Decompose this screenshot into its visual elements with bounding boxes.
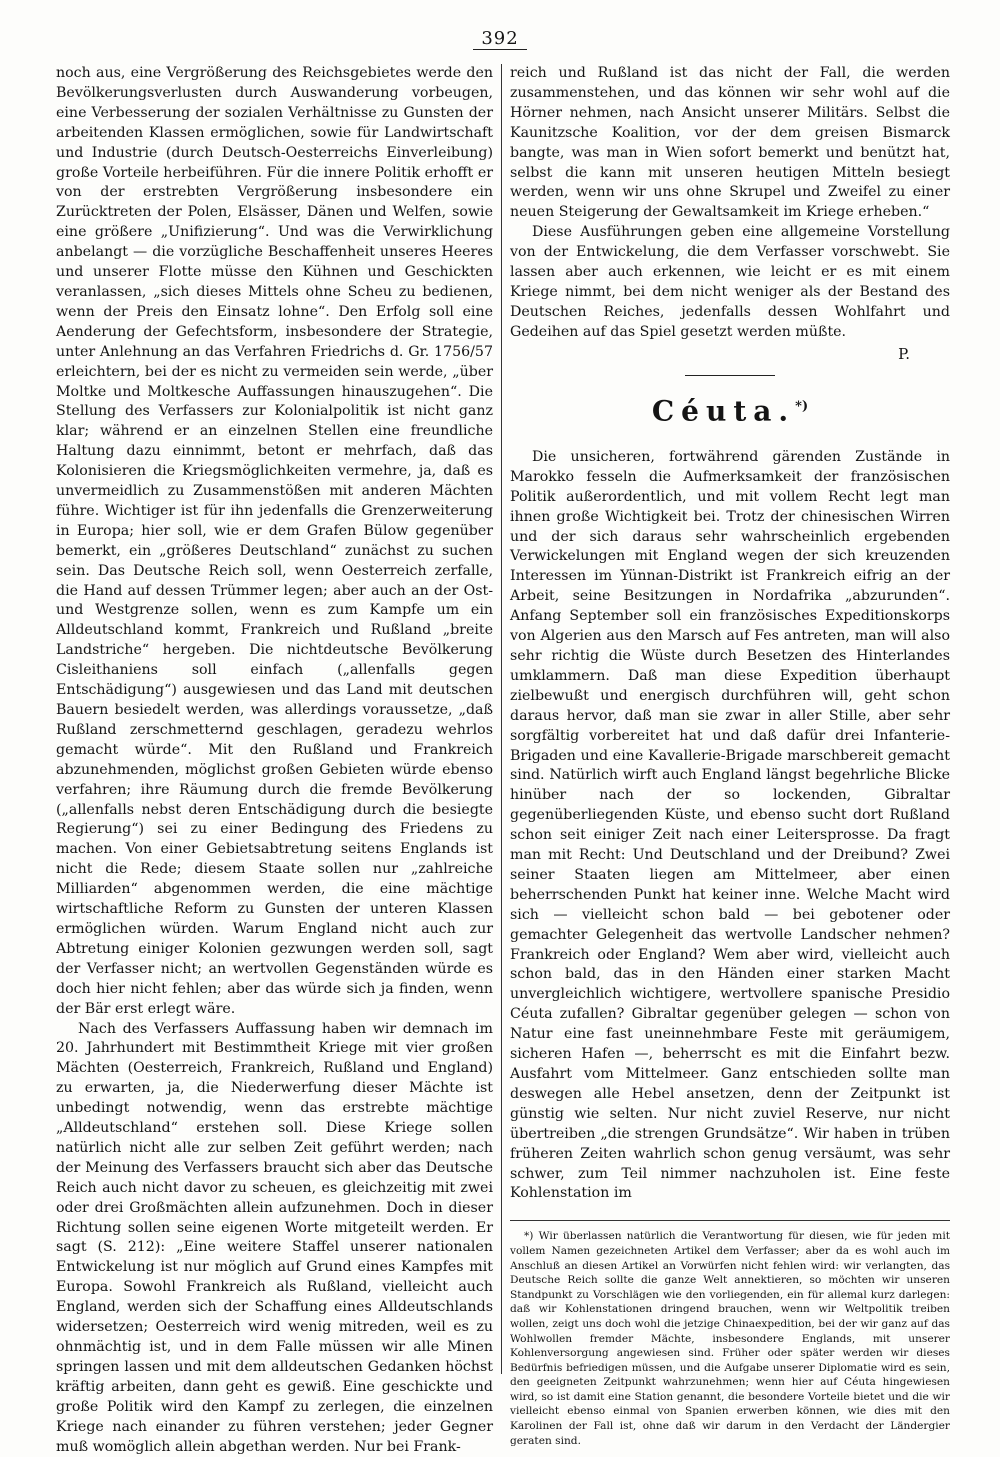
section-title-text: Céuta. [652,394,795,427]
section-rule [685,375,775,376]
left-column [56,64,493,1457]
paragraph: Die unsicheren, fortwährend gärenden Zustände in Marokko fesseln die Aufmerksamkeit der französischen Politik außerordentlich, und mit vollem Recht legt man ihnen große Wichtigkeit bei. Trotz der chinesischen Wirren und der sich daraus sehr wahrscheinlich ergebenden Verwickelungen mit England wegen der sich kreuzenden Interessen im Yünnan-Distrikt ist Frankreich eifrig an der Arbeit, seine Besitzungen in Nordafrika „abzurunden“. Anfang September soll ein französisches Expeditionskorps von Algerien aus den Marsch auf Fes antreten, man will also sehr richtig die Wüste durch Besetzen des Hinterlandes umklammern. Daß man diese Expedition überhaupt zielbewußt und energisch durchführen will, geht schon daraus hervor, daß man sie zwar in aller Stille, aber sehr sorgfältig vorbereitet hat und daß dafür drei Infanterie-Brigaden und eine Kavallerie-Brigade marschbereit gemacht sind. Natürlich wirft auch England längst begehrliche Blicke hinüber nach der so lockenden, Gibraltar gegenüberliegenden Küste, und ebenso sucht dort Rußland schon seit einiger Zeit nach einer Leitersprosse. Da fragt man mit Recht: Und Deutschland und der Dreibund? Zwei seiner Staaten liegen am Mittelmeer, aber einen beherrschenden Punkt hat keiner inne. Welche Macht wird sich — vielleicht schon bald — bei gebotener oder gemachter Gelegenheit das wertvolle Landscher nehmen? Frankreich oder England? Wem aber wird, vielleicht auch schon bald, das in den Händen einer starken Macht unvergleichlich wichtigere, wertvollere spanische Presidio Céuta zufallen? Gibraltar gegenüber gelegen — schon von Natur eine fast uneinnehmbare Feste mit geräumigem, sicheren Hafen —, beherrscht es mit die Einfahrt bezw. Ausfahrt vom Mittelmeer. Ganz entschieden sollte man deswegen alle Hebel ansetzen, denn der Zeitpunkt ist günstig wie selten. Nur nicht zuviel Reserve, nur nicht übertreiben „die strengen Grundsätze“. Wir haben in trüben früheren Zeiten wahrlich schon genug versäumt, was sehr schwer, zum Teil nimmer nachzuholen ist. Eine feste Kohlenstation im [510,448,950,1204]
author-signature: P. [510,345,910,365]
column-divider [501,64,502,1374]
section-title [510,390,950,428]
right-column [510,64,950,1448]
page-number-text: 392 [473,28,526,50]
footnote [510,1220,950,1448]
page-number [0,28,1000,49]
paragraph: Nach des Verfassers Auffassung haben wir demnach im 20. Jahrhundert mit Bestimmtheit Kriege mit vier großen Mächten (Oesterreich, Frankreich, Rußland und England) zu erwarten, ja, die Niederwerfung dieser Mächte ist unbedingt notwendig, wenn das erstrebte mächtige „Alldeutschland“ erstehen soll. Diese Kriege sollen natürlich nicht alle zur selben Zeit geführt werden; nach der Meinung des Verfassers braucht sich aber das Deutsche Reich auch nicht davor zu scheuen, es gleichzeitig mit zwei oder drei Großmächten allein aufzunehmen. Doch in dieser Richtung sollen seine eigenen Worte mitgeteilt werden. Er sagt (S. 212): „Eine weitere Staffel unserer nationalen Entwickelung ist nur möglich auf Grund eines Kampfes mit Europa. Sowohl Frankreich als Rußland, vielleicht auch England, werden sich der Schaffung eines Alldeutschlands widersetzen; Oesterreich wird wenig mitreden, weil es zu ohnmächtig ist, und in dem Falle müssen wir alle Minen springen lassen und mit dem alldeutschen Gedanken höchst kräftig arbeiten, dann geht es gewiß. Eine geschickte und große Politik wird den Kampf zu zerlegen, die einzelnen Kriege nach einander zu führen verstehen; jeder Gegner muß womöglich allein abgethan werden. Nur bei Frank- [56,1020,493,1457]
paragraph: Diese Ausführungen geben eine allgemeine Vorstellung von der Entwickelung, die dem Verfasser vorschwebt. Sie lassen aber auch erkennen, wie leicht er es mit einem Kriege nimmt, bei dem nicht weniger als der Bestand des Deutschen Reiches, jedenfalls dessen Wohlfahrt und Gedeihen auf das Spiel gesetzt werden müßte. [510,223,950,342]
paragraph: reich und Rußland ist das nicht der Fall, die werden zusammenstehen, und das können wir sehr wohl auf die Hörner nehmen, nach Ansicht unserer Militärs. Selbst die Kaunitzsche Koalition, vor der dem greisen Bismarck bangte, was man in Wien sofort bemerkt und benützt hat, selbst die kann mit unseren heutigen Mitteln besiegt werden, wenn wir uns ohne Skrupel und Zweifel zu einer neuen Steigerung der Gewaltsamkeit im Kriege erheben.“ [510,64,950,223]
footnote-marker: *) [795,399,808,414]
paragraph: noch aus, eine Vergrößerung des Reichsgebietes werde den Bevölkerungsverlusten durch Auswanderung vorbeugen, eine Verbesserung der sozialen Verhältnisse zu Gunsten der arbeitenden Klassen ermöglichen, sowie für Landwirtschaft und Industrie (durch Deutsch-Oesterreichs Einverleibung) große Vorteile herbeiführen. Für die innere Politik erhofft er von der erstrebten Vergrößerung insbesondere ein Zurücktreten der Polen, Elsässer, Dänen und Welfen, sowie eine größere „Unifizierung“. Und was die Verwirklichung anbelangt — die vorzügliche Beschaffenheit unseres Heeres und unserer Flotte müsse den Kühnen und Geschickten veranlassen, „sich dieses Mittels ohne Scheu zu bedienen, wenn der Preis den Einsatz lohne“. Den Erfolg soll eine Aenderung der Gefechtsform, insbesondere der Strategie, unter Anlehnung an das Verfahren Friedrichs d. Gr. 1756/57 erleichtern, bei der es nicht zu vermeiden sein werde, „über Moltke und Moltkesche Auffassungen hinauszugehen“. Die Stellung des Verfassers zur Kolonialpolitik ist nicht ganz klar; während er an einzelnen Stellen eine freundliche Haltung dazu einnimmt, betont er mehrfach, daß das Kolonisieren die Kriegsmöglichkeiten vermehre, ja, daß es unvermeidlich zu Zusammenstößen mit anderen Mächten führe. Wichtiger ist für ihn jedenfalls die Grenzerweiterung in Europa; hier soll, wie er dem Grafen Bülow gegenüber bemerkt, ein „größeres Deutschland“ zunächst zu suchen sein. Das Deutsche Reich soll, wenn Oesterreich zerfalle, die Hand auf dessen Trümmer legen; aber auch an der Ost- und Westgrenze sollen, wenn es zum Kampfe um ein Alldeutschland kommt, Frankreich und Rußland „breite Landstriche“ hergeben. Die nichtdeutsche Bevölkerung Cisleithaniens soll einfach („allenfalls gegen Entschädigung“) ausgewiesen und das Land mit deutschen Bauern besiedelt werden, was allerdings voraussetze, „daß Rußland zerschmetternd geschlagen, geradezu wehrlos gemacht würde“. Mit den Rußland und Frankreich abzunehmenden, möglichst großen Gebieten würde ebenso verfahren; ihre Räumung durch die fremde Bevölkerung („allenfalls nebst deren Entschädigung durch die besiegte Regierung“) sei zu einer Bedingung des Friedens zu machen. Von einer Gebietsabtretung seitens Englands ist nicht die Rede; diesem Staate sollen nur „zahlreiche Milliarden“ abgenommen werden, die eine mächtige wirtschaftliche Reform zu Gunsten der unteren Klassen ermöglichen würden. Warum England nicht auch zur Abtretung einiger Kolonien gezwungen werden soll, sagt der Verfasser nicht; an wertvollen Gegenständen würde es doch hier nicht fehlen; aber das würde sich ja finden, wenn der Bär erst erlegt wäre. [56,64,493,1020]
footnote-text: *) Wir überlassen natürlich die Verantwortung für diesen, wie für jeden mit vollem Namen gezeichneten Artikel dem Verfasser; aber da es wohl auch im Anschluß an diesen Artikel an Vorwürfen nicht fehlen wird: wir verlangten, das Deutsche Reich sollte die ganze Welt annektieren, so möchten wir unseren Standpunkt zu Vorschlägen wie den vorliegenden, ein für allemal kurz darlegen: daß wir Kohlenstationen dringend brauchen, wenn wir Weltpolitik treiben wollen, zeigt uns doch wohl die jetzige Chinaexpedition, bei der wir ganz auf das Wohlwollen fremder Mächte, insbesondere Englands, mit unserer Kohlenversorgung angewiesen sind. Früher oder später werden wir dieses Bedürfnis befriedigen müssen, und die Aufgabe unserer Diplomatie wird es sein, den geeigneten Zeitpunkt wahrzunehmen; wenn hier auf Céuta hingewiesen wird, so ist damit eine Station genannt, die besondere Vorteile bietet und die wir vielleicht ebenso einmal von Spanien erwerben können, wie dies mit den Karolinen der Fall ist, ohne daß wir darum in den Verdacht der Ländergier geraten sind. [510,1229,950,1448]
